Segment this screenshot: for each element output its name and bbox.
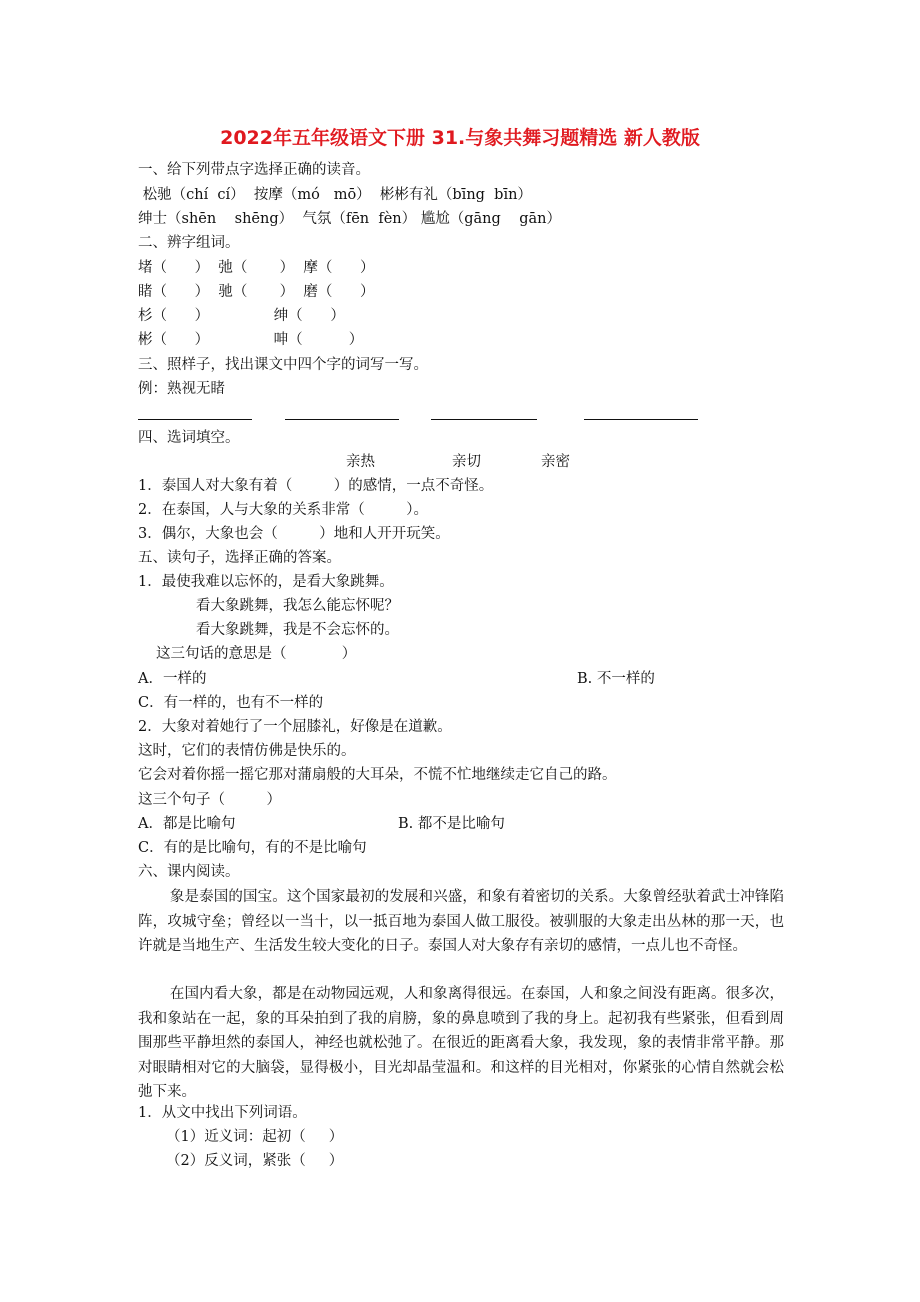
sentence: 看大象跳舞，我怎么能忘怀呢？	[196, 598, 399, 614]
word-row: 杉（ ） 绅（ ）	[138, 308, 345, 324]
reading-question-1: 1．从文中找出下列词语。	[138, 1105, 307, 1121]
word-choice: 亲切	[452, 454, 481, 470]
option-c: C．有的是比喻句，有的不是比喻句	[138, 840, 367, 856]
word-choice: 亲热	[346, 454, 375, 470]
option-b: B. 都不是比喻句	[398, 816, 505, 832]
answer-blank-1[interactable]	[138, 419, 252, 420]
option-b: B. 不一样的	[577, 671, 655, 687]
fill-item: 2．在泰国，人与大象的关系非常（ ）。	[138, 502, 428, 518]
section1-heading: 一、给下列带点字选择正确的读音。	[138, 162, 370, 178]
fill-item: 3．偶尔，大象也会（ ）地和人开开玩笑。	[138, 526, 450, 542]
word-row: 彬（ ） 呻（ ）	[138, 332, 364, 348]
section4-heading: 四、选词填空。	[138, 430, 240, 446]
pinyin-line-2: 绅士（shēn shēng） 气氛（fēn fèn） 尴尬（gāng gān）	[138, 211, 561, 227]
pinyin-line-1: 松驰（chí cí） 按摩（mó mō） 彬彬有礼（bīng bīn）	[138, 187, 532, 203]
section6-heading: 六、课内阅读。	[138, 864, 240, 880]
word-choice: 亲密	[541, 454, 570, 470]
sentence: 这时，它们的表情仿佛是快乐的。	[138, 743, 356, 759]
sentence: 它会对着你摇一摇它那对蒲扇般的大耳朵，不慌不忙地继续走它自己的路。	[138, 767, 617, 783]
section5-heading: 五、读句子，选择正确的答案。	[138, 550, 341, 566]
question-1: 1．最使我难以忘怀的，是看大象跳舞。	[138, 574, 394, 590]
answer-blank-3[interactable]	[431, 419, 537, 420]
fill-item: 1．泰国人对大象有着（ ）的感情，一点不奇怪。	[138, 478, 494, 494]
option-a: A．都是比喻句	[138, 816, 236, 832]
answer-blank-2[interactable]	[285, 419, 399, 420]
question-prompt: 这三句话的意思是（ ）	[156, 646, 357, 662]
sentence: 看大象跳舞，我是不会忘怀的。	[196, 622, 399, 638]
reading-paragraph-1: 象是泰国的国宝。这个国家最初的发展和兴盛，和象有着密切的关系。大象曾经驮着武士冲锋陷阵，攻城守垒；曾经以一当十，以一抵百地为泰国人做工服役。被驯服的大象走出丛林的那一天，也许就是当地生产、生活发生较大变化的日子。泰国人对大象存有亲切的感情，一点儿也不奇怪。	[138, 889, 784, 954]
word-row: 堵（ ） 弛（ ） 摩（ ）	[138, 260, 375, 276]
question-2: 2．大象对着她行了一个屈膝礼，好像是在道歉。	[138, 719, 452, 735]
section3-heading: 三、照样子，找出课文中四个字的词写一写。	[138, 357, 428, 373]
section2-heading: 二、辨字组词。	[138, 235, 240, 251]
example-line: 例：熟视无睹	[138, 381, 225, 397]
question-prompt: 这三个句子（ ）	[138, 792, 281, 808]
sub-question: （2）反义词，紧张（ ）	[166, 1153, 344, 1169]
answer-blank-4[interactable]	[584, 419, 698, 420]
word-row: 睹（ ） 驰（ ） 磨（ ）	[138, 284, 375, 300]
reading-paragraph-2: 在国内看大象，都是在动物园远观，人和象离得很远。在泰国，人和象之间没有距离。很多次，我和象站在一起，象的耳朵拍到了我的肩膀，象的鼻息喷到了我的身上。起初我有些紧张，但看到周围那些平静坦然的泰国人，神经也就松弛了。在很近的距离看大象，我发现，象的表情非常平静。那对眼睛相对它的大脑袋，显得极小，目光却晶莹温和。和这样的目光相对，你紧张的心情自然就会松弛下来。	[138, 986, 784, 1100]
sub-question: （1）近义词：起初（ ）	[166, 1129, 344, 1145]
option-c: C．有一样的，也有不一样的	[138, 695, 324, 711]
option-a: A．一样的	[138, 671, 207, 687]
document-title: 2022年五年级语文下册 31.与象共舞习题精选 新人教版	[220, 127, 700, 149]
